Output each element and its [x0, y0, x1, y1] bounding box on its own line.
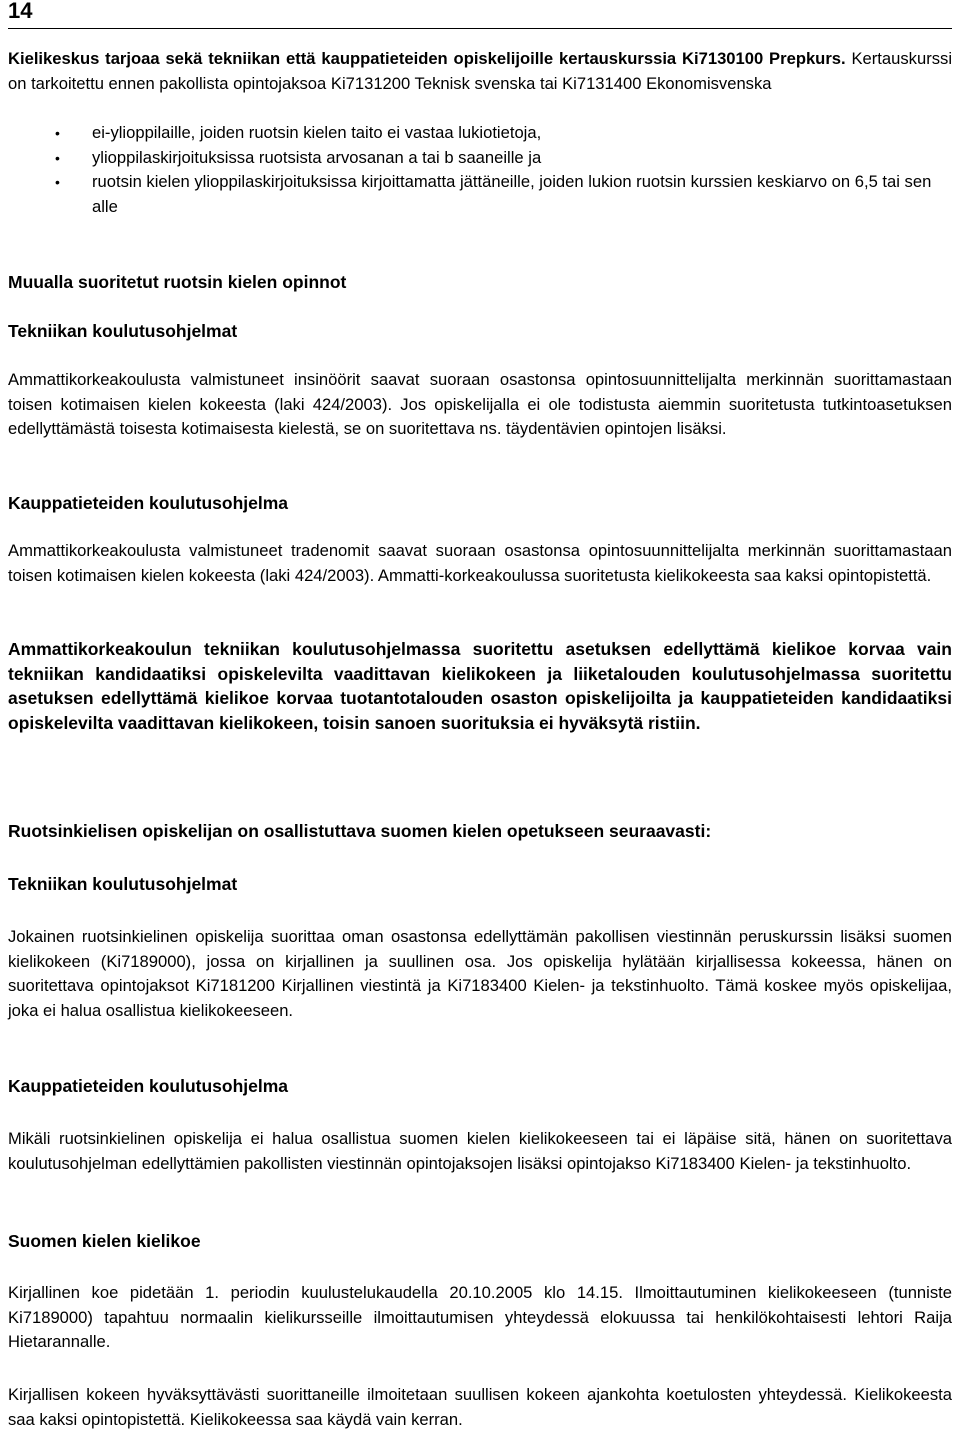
page-header — [8, 0, 952, 29]
bold-note-paragraph: Ammattikorkeakoulun tekniikan koulutusohjelmassa suoritettu asetuksen edellyttämä kielikoe korvaa vain tekniikan kandidaatiksi opiskelevilta vaadittavan kielikokeen ja liiketalouden koulutusohjelmassa suoritettu asetuksen edellyttämä kielikoe korvaa tuotantotalouden osaston opiskelijoilta ja kauppatieteiden kandidaatiksi opiskelevilta vaadittavan kielikokeen, toisin sanoen suorituksia ei hyväksytä ristiin. — [8, 639, 952, 734]
list-item-text: ylioppilaskirjoituksissa ruotsista arvosanan a tai b saaneille ja — [92, 147, 542, 167]
intro-bullet-list — [8, 121, 952, 219]
subheading-business-program-2: Kauppatieteiden koulutusohjelma — [8, 1076, 289, 1096]
paragraph-tech-abroad: Ammattikorkeakoulusta valmistuneet insinöörit saavat suoraan osastonsa opintosuunnittelijalta merkinnän suorittamastaan toisen kotimaisen kielen kokeesta (laki 424/2003). Jos opiskelijalla ei ole todistusta aiemmin suoritetusta tutkintoasetuksen edellyttämästä toisesta kotimaisesta kielestä, se on suoritettava ns. täydentävien opintojen lisäksi. — [8, 370, 952, 439]
bullet-icon: • — [55, 149, 60, 166]
list-item — [8, 146, 952, 171]
intro-paragraph — [8, 47, 952, 96]
section-heading-swedish-students: Ruotsinkielisen opiskelijan on osallistuttava suomen kielen opetukseen seuraavasti: — [8, 821, 712, 841]
subheading-tech-programs-2: Tekniikan koulutusohjelmat — [8, 874, 238, 894]
paragraph-tech-swedish: Jokainen ruotsinkielinen opiskelija suorittaa oman osastonsa edellyttämän pakollisen viestinnän peruskurssin lisäksi suomen kielikokeen (Ki7189000), jossa on kirjallinen ja suullinen osa. Jos opiskelija hylätään kirjallisessa kokeessa, hänen on suoritettava opintojaksot Ki7181200 Kirjallinen viestintä ja Ki7183400 Kielen- ja tekstinhuolto. Tämä koskee myös opiskelijaa, joka ei halua osallistua kielikokeeseen. — [8, 927, 952, 1020]
bullet-icon: • — [55, 125, 60, 141]
subheading-business-program: Kauppatieteiden koulutusohjelma — [8, 493, 289, 513]
paragraph-exam-info: Kirjallinen koe pidetään 1. periodin kuulustelukaudella 20.10.2005 klo 14.15. Ilmoittautuminen kielikokeeseen (tunniste Ki7189000) tapahtuu normaalin kielikursseille ilmoittautumisen yhteydessä elokuussa tai henkilökohtaisesti lehtori Raija Hietarannalle. — [8, 1283, 952, 1352]
page-number: 14 — [8, 0, 33, 23]
list-item — [8, 121, 952, 146]
paragraph-business-abroad: Ammattikorkeakoulusta valmistuneet tradenomit saavat suoraan osastonsa opintosuunnittelijalta merkinnän suorittamastaan toisen kotimaisen kielen kokeesta (laki 424/2003). Ammatti-korkeakoulussa suoritetusta kielikokeesta saa kaksi opintopistettä. — [8, 541, 952, 585]
bullet-icon: • — [55, 174, 60, 191]
paragraph-exam-results: Kirjallisen kokeen hyväksyttävästi suorittaneille ilmoitetaan suullisen kokeen ajankohta koetulosten yhteydessä. Kielikokeesta saa kaksi opintopistettä. Kielikokeessa saa käydä vain kerran. — [8, 1385, 952, 1429]
intro-text: Kertauskurssi on tarkoitettu ennen pakollista opintojaksoa Ki7131200 Teknisk svenska tai Ki7131400 Ekonomisvenska — [8, 49, 952, 93]
paragraph-business-swedish: Mikäli ruotsinkielinen opiskelija ei halua osallistua suomen kielen kielikokeeseen tai ei läpäise sitä, hänen on suoritettava koulutusohjelman edellyttämien pakollisten viestinnän opintojaksojen lisäksi opintojakso Ki7183400 Kielen- ja tekstinhuolto. — [8, 1129, 952, 1173]
list-item-text: ruotsin kielen ylioppilaskirjoituksissa kirjoittamatta jättäneille, joiden lukion ruotsin kurssien keskiarvo on 6,5 tai sen alle — [92, 172, 932, 216]
subheading-tech-programs: Tekniikan koulutusohjelmat — [8, 321, 238, 341]
subheading-finnish-exam: Suomen kielen kielikoe — [8, 1231, 201, 1251]
list-item-text: ei-ylioppilaille, joiden ruotsin kielen taito ei vastaa lukiotietoja, — [92, 123, 542, 142]
list-item — [8, 170, 952, 219]
section-heading-abroad: Muualla suoritetut ruotsin kielen opinnot — [8, 272, 347, 292]
intro-bold-prefix: Kielikeskus tarjoaa sekä tekniikan että kauppatieteiden opiskelijoille kertauskurssia Ki7130100 Prepkurs. — [8, 49, 846, 68]
